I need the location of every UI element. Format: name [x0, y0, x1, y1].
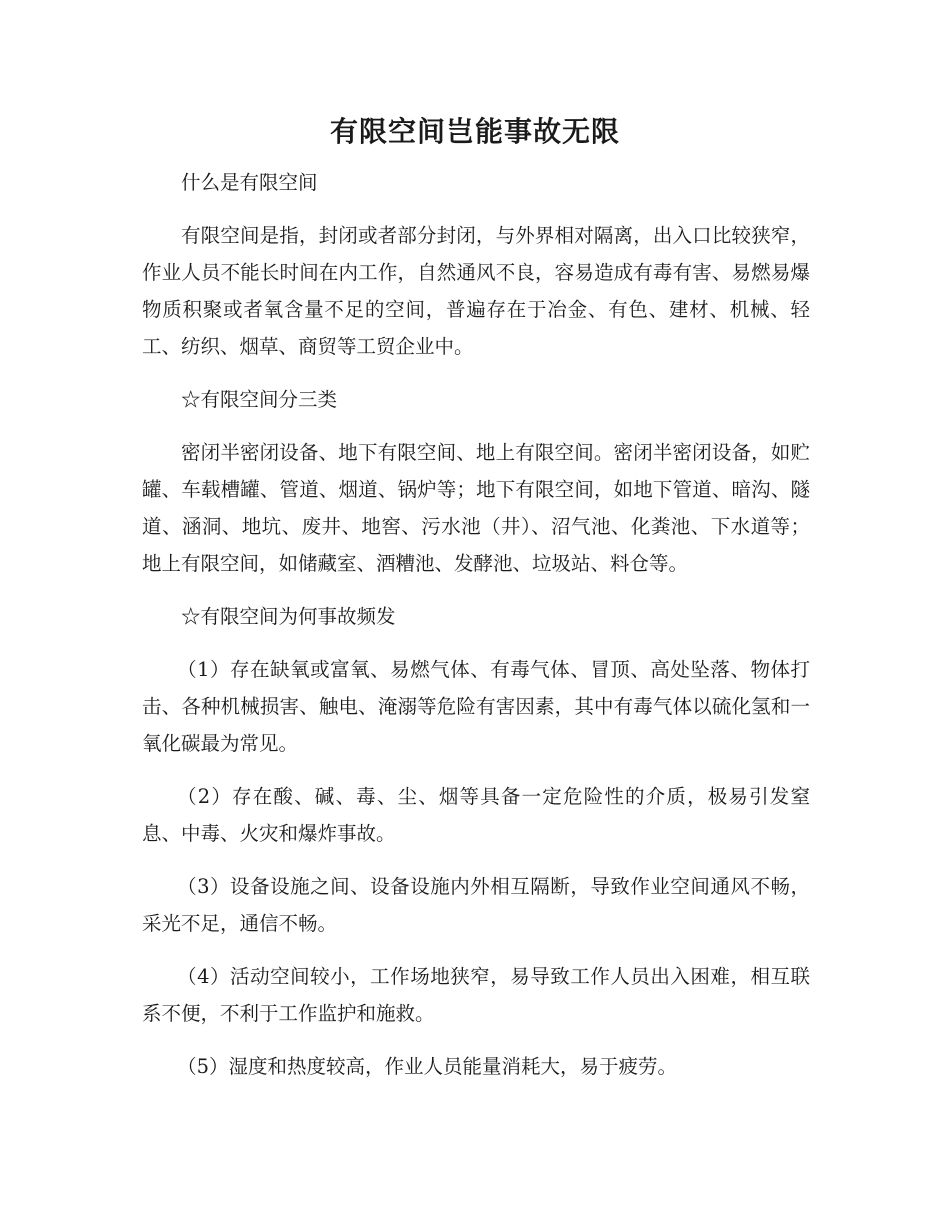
document-body	[142, 164, 810, 1101]
section-heading-what-is: 什么是有限空间	[181, 171, 318, 194]
list-item-2: （2）存在酸、碱、毒、尘、烟等具备一定危险性的介质，极易引发窒息、中毒、火灾和爆炸事故。	[142, 785, 810, 845]
document-title: 有限空间岂能事故无限	[329, 115, 620, 148]
section-heading-why-accidents: ☆有限空间为何事故频发	[181, 605, 396, 628]
paragraph-definition: 有限空间是指，封闭或者部分封闭，与外界相对隔离，出入口比较狭窄，作业人员不能长时间在内工作，自然通风不良，容易造成有毒有害、易燃易爆物质积聚或者氧含量不足的空间，普遍存在于冶金、有色、建材、机械、轻工、纺织、烟草、商贸等工贸企业中。	[142, 224, 810, 358]
list-item-4: （4）活动空间较小，工作场地狭窄，易导致工作人员出入困难，相互联系不便，不利于工作监护和施救。	[142, 965, 810, 1025]
paragraph-types: 密闭半密闭设备、地下有限空间、地上有限空间。密闭半密闭设备，如贮罐、车载槽罐、管道、烟道、锅炉等；地下有限空间，如地下管道、暗沟、隧道、涵洞、地坑、废井、地窖、污水池（井）、沼气池、化粪池、下水道等；地上有限空间，如储藏室、酒糟池、发酵池、垃圾站、料仓等。	[142, 441, 810, 575]
list-item-3: （3）设备设施之间、设备设施内外相互隔断，导致作业空间通风不畅，采光不足，通信不畅。	[142, 875, 810, 935]
list-item-5: （5）湿度和热度较高，作业人员能量消耗大，易于疲劳。	[177, 1055, 678, 1078]
list-item-1: （1）存在缺氧或富氧、易燃气体、有毒气体、冒顶、高处坠落、物体打击、各种机械损害、触电、淹溺等危险有害因素，其中有毒气体以硫化氢和一氧化碳最为常见。	[142, 658, 810, 755]
section-heading-three-types: ☆有限空间分三类	[181, 388, 338, 411]
